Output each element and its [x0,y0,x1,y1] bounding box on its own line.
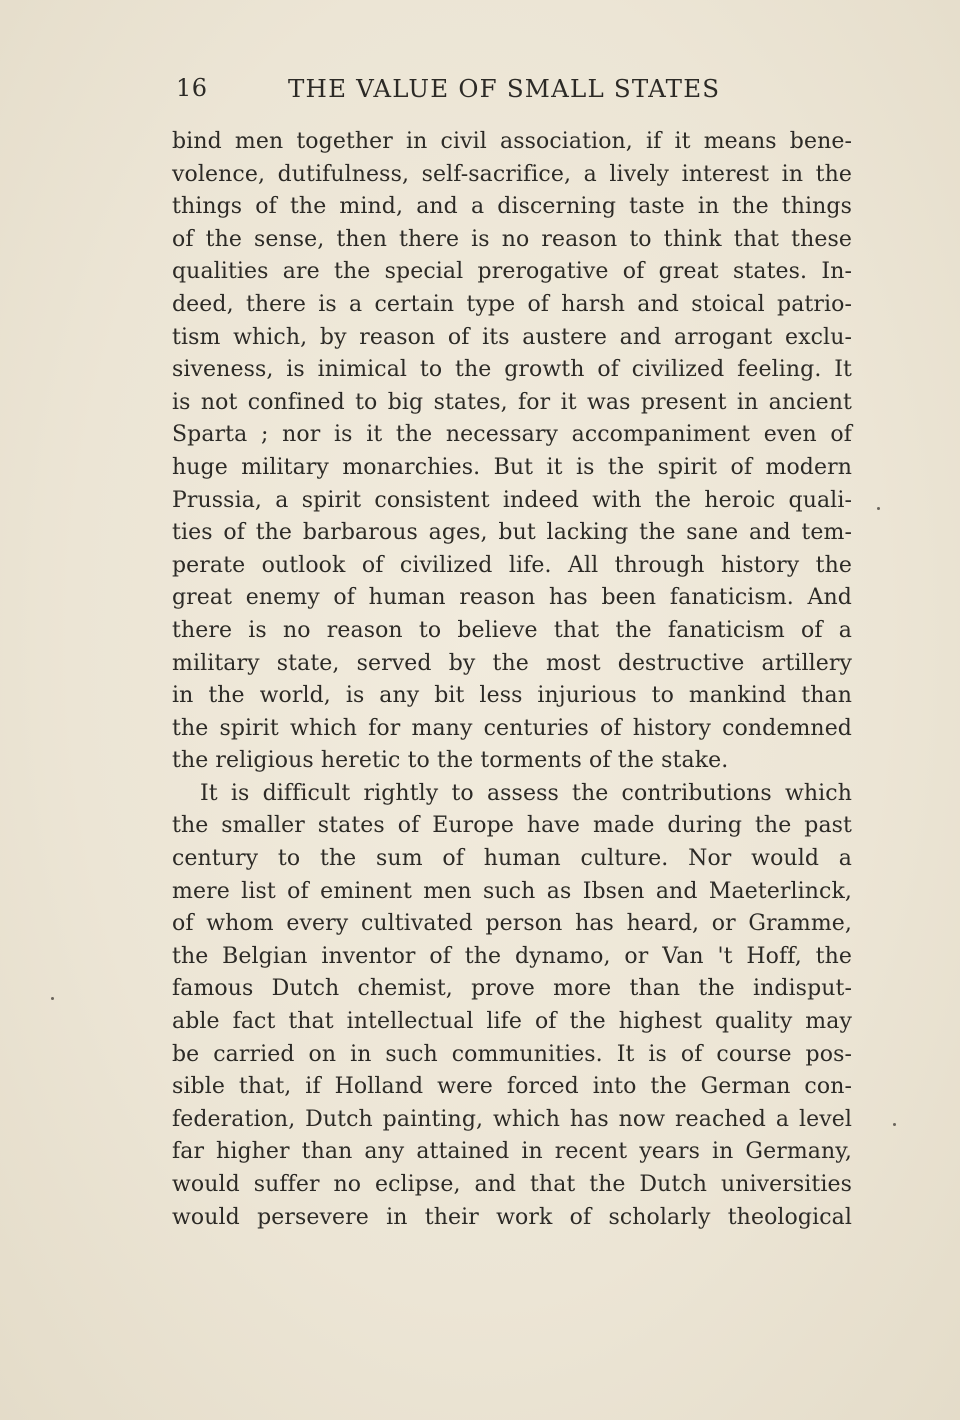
paper-speck [877,507,880,510]
text-line: able fact that intellectual life of the highest quality may [172,1009,852,1035]
text-line: the Belgian inventor of the dynamo, or Van 't Hoff, the [172,943,852,969]
page-number: 16 [176,74,208,102]
page-header [176,74,856,110]
text-line: the spirit which for many centuries of history condemned [172,715,852,741]
text-line: famous Dutch chemist, prove more than the indisput- [172,976,852,1002]
text-line: bind men together in civil association, if it means bene- [172,129,852,154]
text-line: would suffer no eclipse, and that the Dutch universities [172,1172,852,1197]
text-line: volence, dutifulness, self-sacrifice, a lively interest in the [172,161,852,187]
text-line: Prussia, a spirit consistent indeed with the heroic quali- [172,487,852,513]
text-line: federation, Dutch painting, which has now reached a level [172,1106,852,1132]
paper-speck [51,997,54,1000]
text-line: things of the mind, and a discerning taste in the things [172,194,852,220]
text-line: of whom every cultivated person has heard, or Gramme, [172,911,852,937]
text-line: far higher than any attained in recent years in Germany, [172,1139,852,1165]
text-line: the smaller states of Europe have made during the past [172,813,852,839]
text-line: perate outlook of civilized life. All through history the [172,552,852,578]
text-line: Sparta ; nor is it the necessary accompaniment even of [172,422,852,448]
paper-speck [893,1123,896,1126]
text-line: in the world, is any bit less injurious to mankind than [172,683,852,709]
text-line: tism which, by reason of its austere and arrogant exclu- [172,324,852,350]
text-line: It is difficult rightly to assess the contributions which [200,780,852,806]
body-text [172,126,852,1234]
text-line: deed, there is a certain type of harsh and stoical patrio- [172,291,852,317]
text-line: of the sense, then there is no reason to think that these [172,226,852,252]
text-line: great enemy of human reason has been fanaticism. And [172,585,852,611]
text-line: would persevere in their work of scholarly theological [172,1204,852,1230]
text-line: the religious heretic to the torments of the stake. [172,748,729,774]
text-line: siveness, is inimical to the growth of civilized feeling. It [172,357,852,383]
text-line: is not confined to big states, for it was present in ancient [172,389,852,415]
text-line: there is no reason to believe that the fanaticism of a [172,617,852,643]
text-line: ties of the barbarous ages, but lacking the sane and tem- [172,520,852,546]
text-line: huge military monarchies. But it is the spirit of modern [172,454,852,480]
text-line: sible that, if Holland were forced into the German con- [172,1074,852,1100]
text-line: military state, served by the most destructive artillery [172,650,852,676]
text-line: be carried on in such communities. It is of course pos- [172,1041,852,1067]
text-line: qualities are the special prerogative of great states. In- [172,259,852,285]
text-line: century to the sum of human culture. Nor would a [172,846,852,872]
running-title: THE VALUE OF SMALL STATES [288,74,721,103]
text-line: mere list of eminent men such as Ibsen and Maeterlinck, [172,878,852,904]
